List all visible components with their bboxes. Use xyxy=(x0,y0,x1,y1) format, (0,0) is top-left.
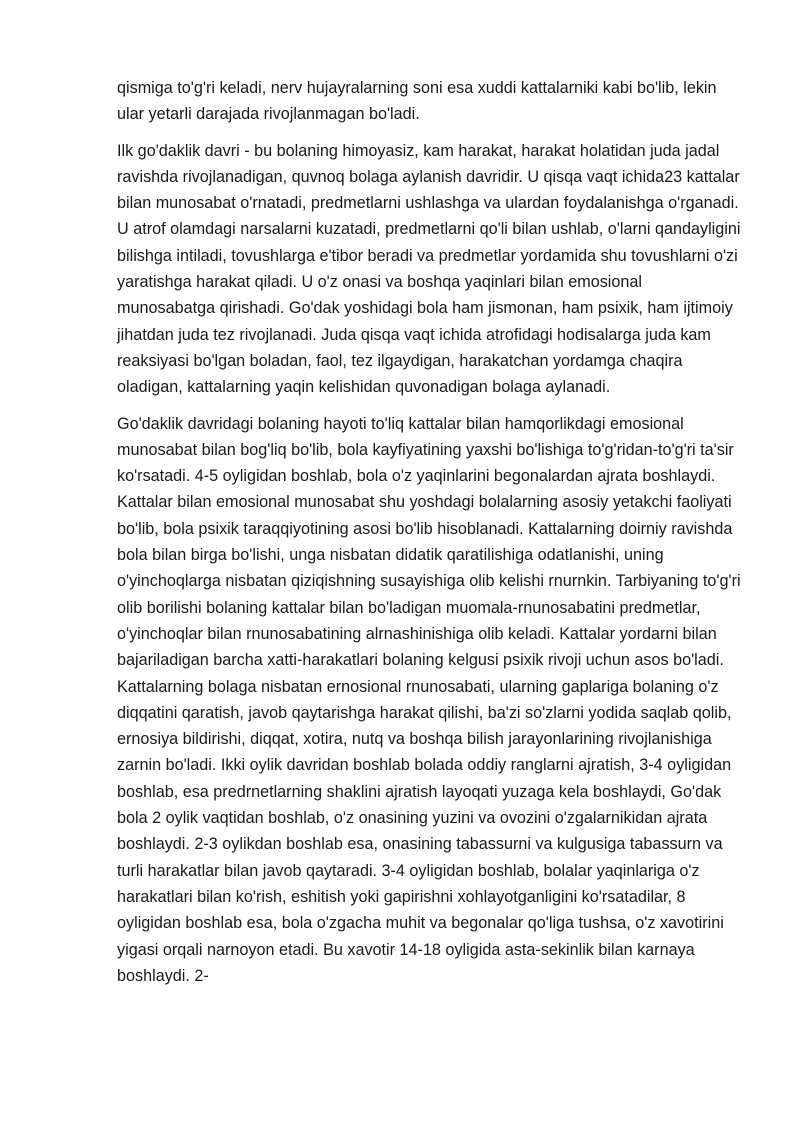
paragraph-infancy-period: Ilk go'daklik davri - bu bolaning himoyasiz, kam harakat, harakat holatidan juda jadal ravishda rivojlanadigan, quvnoq bolaga aylanish davridir. U qisqa vaqt ichida23 kattalar bilan munosabat o'rnatadi, predmetlarni ushlashga va ulardan foydalanishga o'rganadi. U atrof olamdagi narsalarni kuzatadi, predmetlarni qo'li bilan ushlab, o'larni qandayligini bilishga intiladi, tovushlarga e'tibor beradi va predmetlar yordamida shu tovushlarni o'zi yaratishga harakat qiladi. U o'z onasi va boshqa yaqinlari bilan emosional munosabatga qirishadi. Go'dak yoshidagi bola ham jismonan, ham psixik, ham ijtimoiy jihatdan juda tez rivojlanadi. Juda qisqa vaqt ichida atrofidagi hodisalarga juda kam reaksiyasi bo'lgan boladan, faol, tez ilgaydigan, harakatchan yordamga chaqira oladigan, kattalarning yaqin kelishidan quvonadigan bolaga aylanadi. xyxy=(117,141,741,397)
paragraph-emotional-relationship: Go'daklik davridagi bolaning hayoti to'liq kattalar bilan hamqorlikdagi emosional munosabat bilan bog'liq bo'lib, bola kayfiyatining yaxshi bo'lishiga to'g'ridan-to'g'ri ta'sir ko'rsatadi. 4-5 oyligidan boshlab, bola o'z yaqinlarini begonalardan ajrata boshlaydi. Kattalar bilan emosional munosabat shu yoshdagi bolalarning asosiy yetakchi faoliyati bo'lib, bola psixik taraqqiyotining asosi bo'lib hisoblanadi. Kattalarning doirniy ravishda bola bilan birga bo'lishi, unga nisbatan didatik qaratilishiga odatlanishi, uning o'yinchoqlarga nisbatan qiziqishning susayishiga olib kelishi rnurnkin. Tarbiyaning to'g'ri olib borilishi bolaning kattalar bilan bo'ladigan muomala-rnunosabatini predmetlar, o'yinchoqlar bilan rnunosabatining alrnashinishiga olib keladi. Kattalar yordarni bilan bajariladigan barcha xatti-harakatlari bolaning kelgusi psixik rivoji uchun asos bo'ladi. Kattalarning bolaga nisbatan ernosional rnunosabati, ularning gaplariga bolaning o'z diqqatini qaratish, javob qaytarishga harakat qilishi, ba'zi so'zlarni yodida saqlab qolib, ernosiya bildirishi, diqqat, xotira, nutq va boshqa bilish jarayonlarining rivojlanishiga zarnin bo'ladi. Ikki oylik davridan boshlab bolada oddiy ranglarni ajratish, 3-4 oyligidan boshlab, esa predrnetlarning shaklini ajratish layoqati yuzaga kela boshlaydi, Go'dak bola 2 oylik vaqtidan boshlab, o'z onasining yuzini va ovozini o'zgalarnikidan ajrata boshlaydi. 2-3 oylikdan boshlab esa, onasining tabassurni va kulgusiga tabassurn va turli harakatlar bilan javob qaytaradi. 3-4 oyligidan boshlab, bolalar yaqinlariga o'z harakatlari bilan ko'rish, eshitish yoki gapirishni xohlayotganligini ko'rsatadilar, 8 oyligidan boshlab esa, bola o'zgacha muhit va begonalar qo'liga tushsa, o'z xavotirini yigasi orqali narnoyon etadi. Bu xavotir 14-18 oyligida asta-sekinlik bilan karnaya boshlaydi. 2- xyxy=(117,414,741,985)
paragraph-continuation: qismiga to'g'ri keladi, nerv hujayralarning soni esa xuddi kattalarniki kabi bo'lib, lekin ular yetarli darajada rivojlanmagan bo'ladi. xyxy=(117,79,717,124)
document-page xyxy=(117,75,741,999)
